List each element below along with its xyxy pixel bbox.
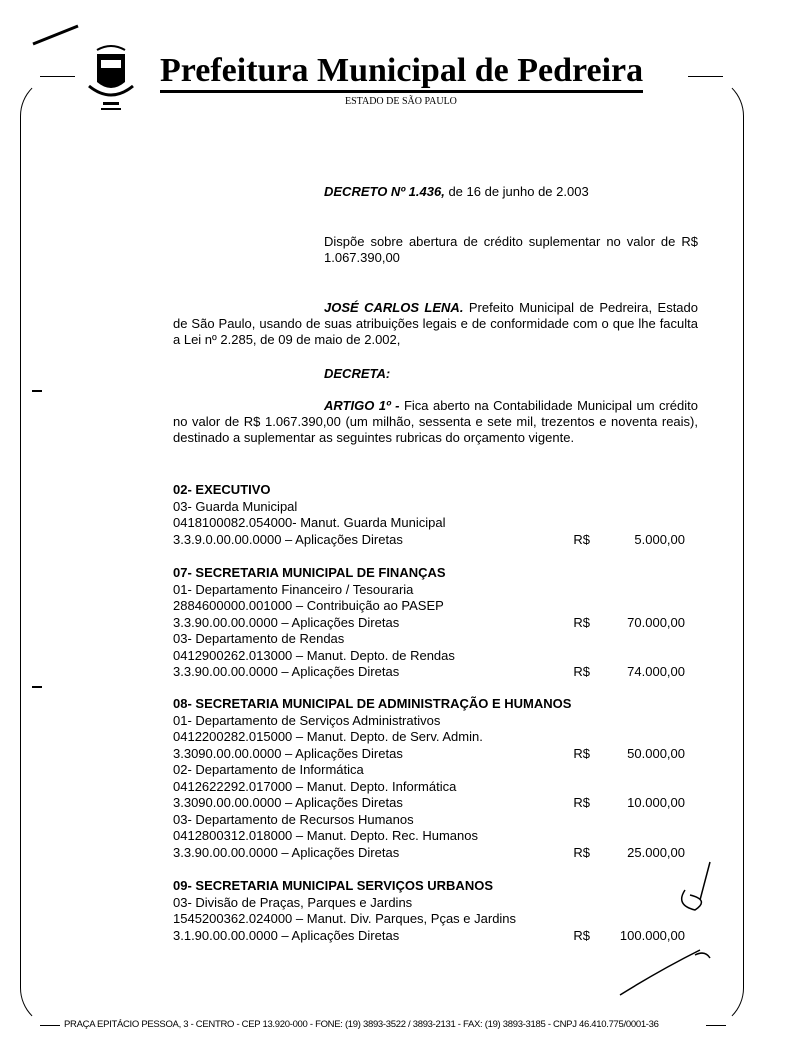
article-text: Fica aberto na Contabilidade Municipal um crédito no valor de R$ 1.067.390,00 (um milhão, sessenta e sete mil, trezentos e noventa reais), destinado a suplementar as seguintes rubricas do orçamento vigente. (173, 398, 698, 445)
amount: 70.000,00 (627, 614, 685, 630)
decree-number: DECRETO Nº 1.436, (324, 184, 445, 199)
pen-mark (30, 18, 80, 48)
amount: 74.000,00 (627, 664, 685, 679)
currency: R$ (573, 664, 590, 679)
decree-date: de 16 de junho de 2.003 (444, 184, 589, 199)
budget-line (173, 648, 685, 665)
section-title: 02- EXECUTIVO (173, 482, 271, 497)
budget-line (173, 828, 685, 845)
decree-heading (324, 184, 589, 201)
line-text: 03- Divisão de Praças, Parques e Jardins (173, 894, 413, 910)
section-title: 09- SECRETARIA MUNICIPAL SERVIÇOS URBANOS (173, 878, 493, 893)
budget-line (173, 582, 685, 599)
footer-rule-left (40, 1025, 60, 1026)
amount: 10.000,00 (627, 795, 685, 810)
line-text: 3.1.90.00.00.0000 – Aplicações Diretas (173, 927, 400, 943)
line-text: 0412800312.018000 – Manut. Depto. Rec. Humanos (173, 828, 478, 843)
budget-line (173, 812, 685, 829)
budget-line (173, 532, 685, 549)
budget-line (173, 664, 685, 681)
line-text: 3.3.90.00.00.0000 – Aplicações Diretas (173, 614, 400, 630)
decreta-heading: DECRETA: (324, 366, 391, 381)
section-title: 08- SECRETARIA MUNICIPAL DE ADMINISTRAÇÃO E HUMANOS (173, 696, 572, 711)
line-text: 3.3.90.00.00.0000 – Aplicações Diretas (173, 664, 400, 679)
amount: 25.000,00 (627, 844, 685, 860)
mayor-name: JOSÉ CARLOS LENA. (324, 300, 464, 315)
line-text: 2884600000.001000 – Contribuição ao PASEP (173, 598, 444, 613)
line-text: 3.3.90.00.00.0000 – Aplicações Diretas (173, 844, 400, 860)
preamble-text: Prefeito Municipal de Pedreira, Estado de São Paulo, usando de suas atribuições legais e de conformidade com o que lhe faculta a Lei nº 2.285, de 09 de maio de 2.002, (173, 300, 698, 347)
signature (600, 860, 720, 1000)
currency: R$ (573, 927, 590, 943)
budget-line (173, 499, 685, 516)
currency: R$ (573, 795, 590, 810)
currency: R$ (573, 531, 590, 547)
line-text: 3.3090.00.00.0000 – Aplicações Diretas (173, 795, 403, 810)
currency: R$ (573, 745, 590, 761)
article-label: ARTIGO 1º - (324, 398, 400, 413)
footer-rule-right (706, 1025, 726, 1026)
line-text: 02- Departamento de Informática (173, 762, 364, 777)
line-text: 03- Guarda Municipal (173, 498, 298, 514)
budget-line (173, 598, 685, 615)
line-text: 1545200362.024000 – Manut. Div. Parques, Pças e Jardins (173, 911, 517, 926)
budget-line (173, 515, 685, 532)
budget-line (173, 795, 685, 812)
section-title: 07- SECRETARIA MUNICIPAL DE FINANÇAS (173, 565, 446, 580)
line-text: 03- Departamento de Rendas (173, 631, 345, 646)
margin-mark (32, 686, 42, 688)
line-text: 01- Departamento Financeiro / Tesouraria (173, 581, 414, 597)
line-text: 0412200282.015000 – Manut. Depto. de Serv. Admin. (173, 729, 483, 744)
line-text: 3.3090.00.00.0000 – Aplicações Diretas (173, 745, 403, 761)
budget-line (173, 729, 685, 746)
budget-line (173, 631, 685, 648)
budget-line (173, 615, 685, 632)
amount: 50.000,00 (627, 745, 685, 761)
line-text: 0418100082.054000- Manut. Guarda Municipal (173, 515, 446, 530)
article-1 (173, 398, 698, 446)
budget-line (173, 779, 685, 796)
budget-line (173, 713, 685, 730)
line-text: 03- Departamento de Recursos Humanos (173, 811, 414, 827)
header-rule-left (40, 76, 75, 77)
currency: R$ (573, 614, 590, 630)
header-rule-right (688, 76, 723, 77)
coat-of-arms-logo (85, 42, 137, 114)
line-text: 01- Departamento de Serviços Administrativos (173, 712, 441, 728)
currency: R$ (573, 844, 590, 860)
line-text: 0412900262.013000 – Manut. Depto. de Rendas (173, 647, 455, 663)
line-text: 3.3.9.0.00.00.0000 – Aplicações Diretas (173, 531, 403, 547)
budget-line (173, 762, 685, 779)
margin-mark (32, 390, 42, 392)
line-text: 0412622292.017000 – Manut. Depto. Informática (173, 778, 457, 794)
budget-line (173, 845, 685, 862)
decree-summary: Dispõe sobre abertura de crédito suplementar no valor de R$ 1.067.390,00 (324, 234, 698, 265)
municipality-title: Prefeitura Municipal de Pedreira (160, 52, 643, 93)
footer-address: PRAÇA EPITÁCIO PESSOA, 3 - CENTRO - CEP 13.920-000 - FONE: (19) 3893-3522 / 3893-2131 - FAX: (19) 3893-3185 - CNPJ 46.410.775/0001-36 (64, 1019, 659, 1030)
amount: 100.000,00 (619, 927, 685, 943)
budget-line (173, 746, 685, 763)
state-subtitle: ESTADO DE SÃO PAULO (345, 96, 457, 107)
amount: 5.000,00 (634, 531, 685, 547)
preamble (173, 300, 698, 348)
